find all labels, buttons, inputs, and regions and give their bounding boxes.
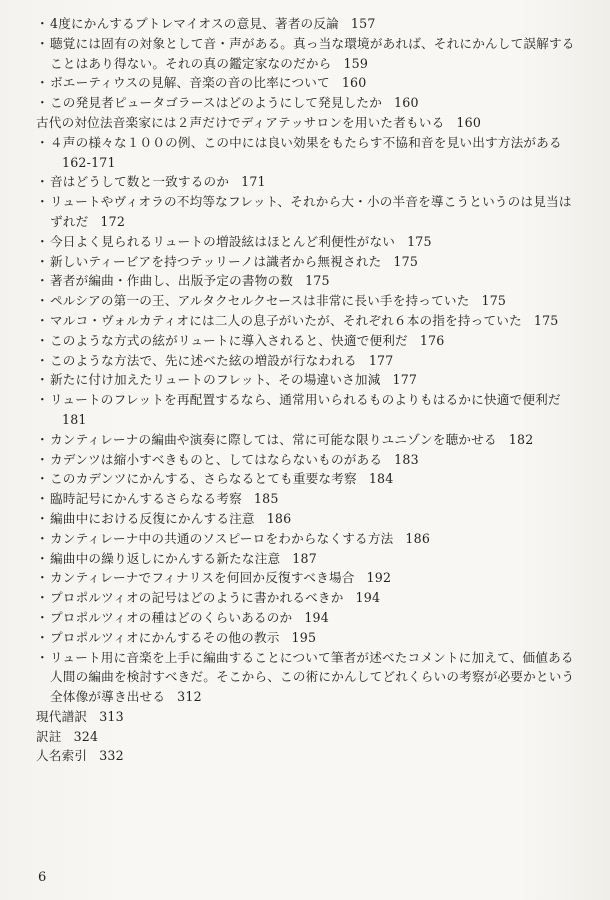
toc-entry — [36, 509, 584, 529]
toc-entry — [36, 746, 584, 766]
bullet-icon: ・ — [36, 273, 49, 289]
toc-entry-page: 185 — [253, 491, 279, 507]
toc-entry-title: このような方法で、先に述べた絃の増設が行なわれる — [50, 352, 357, 368]
toc-entry — [36, 648, 584, 707]
toc-entry-page: 176 — [419, 332, 445, 348]
toc-entry-title: ４声の様々な１００の例、この中には良い効果をもたらす不協和音を見い出す方法がある — [50, 134, 562, 150]
bullet-icon: ・ — [36, 332, 49, 348]
toc-entry-page: 324 — [73, 728, 99, 744]
toc-entry-page: 187 — [292, 550, 317, 566]
bullet-icon: ・ — [36, 233, 49, 249]
toc-entry — [36, 14, 584, 34]
toc-entry — [36, 192, 584, 232]
toc-entry-title: このカデンツにかんする、さらなるとても重要な考察 — [50, 471, 357, 487]
toc-entry — [36, 93, 584, 113]
toc-entry-page: 182 — [508, 431, 534, 447]
toc-entry — [36, 172, 584, 192]
toc-entry — [36, 113, 584, 133]
toc-entry-title: プロポルツィオにかんするその他の教示 — [50, 629, 280, 645]
toc-entry — [36, 727, 584, 747]
toc-entry — [36, 549, 584, 569]
toc-entry-page: 175 — [533, 312, 559, 328]
toc-entry-page: 195 — [291, 629, 317, 645]
toc-entry-page: 177 — [368, 352, 394, 368]
bullet-icon: ・ — [36, 550, 49, 566]
bullet-icon: ・ — [36, 392, 49, 408]
toc-entry-page: 194 — [355, 590, 381, 606]
toc-entry-page: 183 — [394, 451, 419, 467]
toc-entry — [36, 232, 584, 252]
bullet-icon: ・ — [36, 609, 49, 625]
bullet-icon: ・ — [36, 16, 49, 31]
bullet-icon: ・ — [36, 312, 49, 328]
toc-entry — [36, 252, 584, 272]
toc-entry-page: 332 — [99, 748, 124, 764]
toc-entry-page: 175 — [481, 293, 507, 309]
toc-entry — [36, 390, 584, 430]
toc-entry-page: 184 — [368, 471, 394, 487]
toc-entry-title: 音はどうして数と一致するのか — [50, 174, 230, 190]
toc-entry — [36, 568, 584, 588]
toc-entry-title: 現代譜訳 — [36, 708, 88, 724]
toc-entry-page: 194 — [304, 609, 329, 625]
toc-entry-title: この発見者ピュータゴラースはどのようにして発見したか — [50, 95, 383, 111]
toc-entry — [36, 271, 584, 291]
toc-entry-page: 186 — [266, 510, 292, 526]
toc-entry-page: 172 — [100, 213, 126, 229]
bullet-icon: ・ — [36, 293, 49, 309]
toc-entry — [36, 133, 584, 173]
toc-entry-title: 古代の対位法音楽家には２声だけでディアテッサロンを用いた者もいる — [36, 114, 445, 130]
toc-entry-page: 175 — [393, 253, 419, 269]
toc-entry-page: 192 — [366, 570, 392, 586]
table-of-contents — [36, 14, 584, 766]
bullet-icon: ・ — [36, 352, 49, 368]
toc-entry-title: 新たに付け加えたリュートのフレット、その場違いさ加減 — [50, 372, 381, 388]
toc-entry-page: 181 — [62, 411, 87, 427]
toc-entry-page: 160 — [456, 114, 482, 130]
toc-entry-title: 今日よく見られるリュートの増設絃はほとんど利便性がない — [50, 233, 396, 249]
toc-entry — [36, 608, 584, 628]
toc-entry-page: 162-171 — [62, 154, 116, 170]
toc-entry-page: 175 — [305, 273, 330, 289]
toc-entry-page: 186 — [405, 530, 431, 546]
bullet-icon: ・ — [36, 431, 49, 447]
toc-entry-page: 175 — [407, 233, 432, 249]
toc-entry-title: カンティレーナでフィナリスを何回か反復すべき場合 — [50, 570, 355, 586]
toc-entry-title: リュートやヴィオラの不均等なフレット、それから大・小の半音を導こうというのは見当はずれだ — [50, 194, 572, 229]
toc-entry — [36, 351, 584, 371]
toc-entry-title: 人名索引 — [36, 748, 88, 764]
toc-entry — [36, 291, 584, 311]
bullet-icon: ・ — [36, 471, 49, 487]
toc-entry — [36, 489, 584, 509]
toc-entry-title: リュート用に音楽を上手に編曲することについて筆者が述べたコメントに加えて、価値ある人間の編曲を検討すべきだ。そこから、この術にかんしてどれくらいの考察が必要かという全体像が導き出せる — [50, 649, 575, 705]
toc-entry — [36, 331, 584, 351]
toc-entry — [36, 73, 584, 93]
bullet-icon: ・ — [36, 253, 49, 269]
toc-entry-title: リュートのフレットを再配置するなら、通常用いられるものよりもはるかに快適で便利だ — [50, 392, 561, 408]
toc-entry-page: 312 — [177, 689, 202, 705]
toc-entry-title: カンティレーナ中の共通のソスピーロをわからなくする方法 — [50, 530, 394, 546]
toc-entry — [36, 311, 584, 331]
toc-entry — [36, 430, 584, 450]
toc-entry-title: 編曲中の繰り返しにかんする新たな注意 — [50, 550, 281, 566]
bullet-icon: ・ — [36, 530, 49, 546]
toc-entry-title: 聴覚には固有の対象として音・声がある。真っ当な環境があれば、それにかんして誤解することはあり得ない。それの真の鑑定家なのだから — [50, 35, 575, 71]
bullet-icon: ・ — [36, 35, 49, 51]
toc-entry-title: 4度にかんするプトレマイオスの意見、著者の反論 — [50, 16, 339, 31]
bullet-icon: ・ — [36, 174, 49, 190]
bullet-icon: ・ — [36, 194, 49, 210]
toc-entry-title: マルコ・ヴォルカティオには二人の息子がいたが、それぞれ６本の指を持っていた — [50, 312, 522, 328]
toc-entry — [36, 370, 584, 390]
toc-entry-page: 157 — [350, 16, 376, 31]
bullet-icon: ・ — [36, 134, 49, 150]
toc-entry-title: 著者が編曲・作曲し、出版予定の書物の数 — [50, 273, 294, 289]
bullet-icon: ・ — [36, 95, 49, 111]
toc-entry — [36, 588, 584, 608]
toc-entry-page: 177 — [392, 372, 418, 388]
bullet-icon: ・ — [36, 510, 49, 526]
toc-entry-title: カンティレーナの編曲や演奏に際しては、常に可能な限りユニゾンを聴かせる — [50, 431, 497, 447]
toc-entry-title: カデンツは縮小すべきものと、してはならないものがある — [50, 451, 383, 467]
toc-entry-title: プロポルツィオの記号はどのように書かれるべきか — [50, 590, 344, 606]
bullet-icon: ・ — [36, 75, 49, 91]
toc-entry-title: 新しいティービアを持つテッリーノは識者から無視された — [50, 253, 382, 269]
toc-entry-page: 160 — [394, 95, 419, 111]
toc-entry-title: ペルシアの第一の王、アルタクセルクセースは非常に長い手を持っていた — [50, 293, 470, 309]
bullet-icon: ・ — [36, 451, 49, 467]
toc-entry-page: 171 — [241, 174, 266, 190]
bullet-icon: ・ — [36, 491, 49, 507]
toc-entry — [36, 628, 584, 648]
bullet-icon: ・ — [36, 649, 49, 665]
toc-entry — [36, 450, 584, 470]
toc-entry-page: 159 — [343, 55, 369, 71]
toc-entry — [36, 529, 584, 549]
toc-entry-title: プロポルツィオの種はどのくらいあるのか — [50, 609, 293, 625]
toc-entry-title: このような方式の絃がリュートに導入されると、快適で便利だ — [50, 332, 408, 348]
toc-entry — [36, 707, 584, 727]
toc-entry-title: 臨時記号にかんするさらなる考察 — [50, 491, 242, 507]
toc-entry — [36, 34, 584, 74]
toc-entry — [36, 469, 584, 489]
toc-entry-page: 160 — [341, 75, 367, 91]
bullet-icon: ・ — [36, 570, 49, 586]
bullet-icon: ・ — [36, 590, 49, 606]
toc-entry-page: 313 — [99, 708, 124, 724]
toc-entry-title: ボエーティウスの見解、音楽の音の比率について — [50, 75, 330, 91]
bullet-icon: ・ — [36, 629, 49, 645]
toc-entry-title: 訳註 — [36, 728, 62, 744]
page-number: 6 — [38, 870, 47, 885]
toc-entry-title: 編曲中における反復にかんする注意 — [50, 510, 255, 526]
bullet-icon: ・ — [36, 372, 49, 388]
